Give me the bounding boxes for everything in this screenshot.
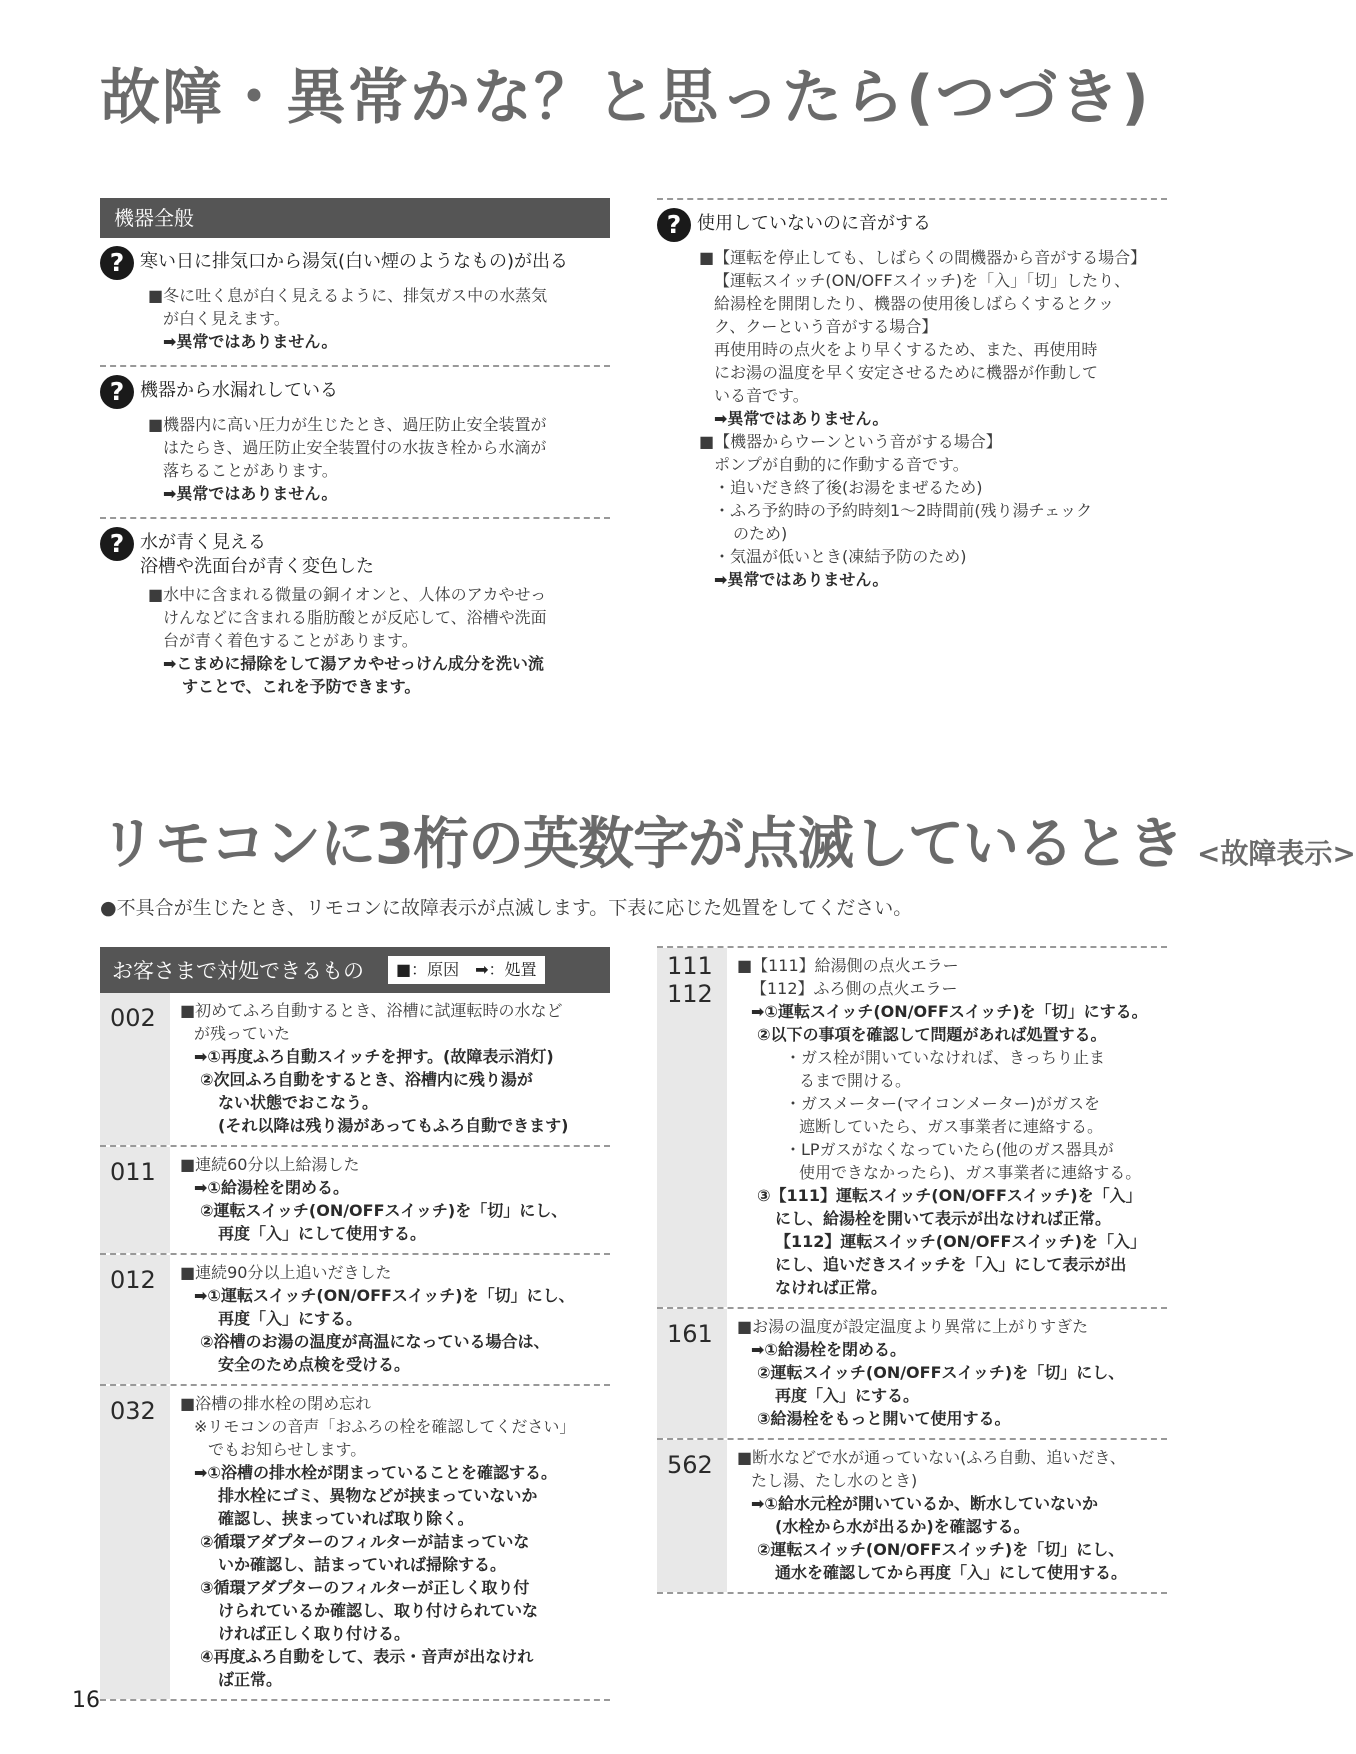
error-code: 032 — [100, 1386, 170, 1699]
answer-text: ・追いだき終了後(お湯をまぜるため) — [714, 478, 983, 497]
error-action: いか確認し、詰まっていれば掃除する。 — [218, 1555, 507, 1574]
answer-text: はたらき、過圧防止安全装置付の水抜き栓から水滴が — [163, 438, 547, 457]
error-action: ➡①給湯栓を閉める。 — [194, 1178, 349, 1197]
answer-text: が白く見えます。 — [163, 309, 290, 328]
question-item — [100, 367, 610, 519]
answer-result: すことで、これを予防できます。 — [182, 677, 421, 696]
answer-result: ➡異常ではありません。 — [163, 484, 338, 503]
error-action: にし、給湯栓を開いて表示が出なければ正常。 — [775, 1209, 1112, 1228]
answer-text: ■【運転を停止しても、しばらくの間機器から音がする場合】 — [699, 248, 1147, 267]
error-cause: 【112】ふろ側の点火エラー — [751, 979, 958, 998]
error-code: 562 — [657, 1440, 727, 1592]
question-item — [657, 198, 1167, 603]
error-action: ④再度ふろ自動をして、表示・音声が出なけれ — [200, 1647, 534, 1666]
error-row — [657, 1309, 1167, 1440]
error-row — [100, 1255, 610, 1386]
error-detail: ・ガス栓が開いていなければ、きっちり止ま — [785, 1048, 1106, 1067]
answer-text: ■冬に吐く息が白く見えるように、排気ガス中の水蒸気 — [148, 286, 548, 305]
answer-text: 台が青く着色することがあります。 — [163, 631, 418, 650]
answer-text: ・ふろ予約時の予約時刻1〜2時間前(残り湯チェック — [714, 501, 1093, 520]
error-action: ③給湯栓をもっと開いて使用する。 — [757, 1409, 1011, 1428]
answer-result: ➡異常ではありません。 — [714, 409, 889, 428]
error-detail: 使用できなかったら)、ガス事業者に連絡する。 — [799, 1163, 1142, 1182]
question-mark-icon: ? — [100, 246, 134, 280]
error-row — [100, 993, 610, 1147]
page-title: 故障・異常かな？と思ったら(つづき) — [100, 63, 1151, 133]
answer-text: ■機器内に高い圧力が生じたとき、過圧防止安全装置が — [148, 415, 547, 434]
error-action: ②運転スイッチ(ON/OFFスイッチ)を「切」にし、 — [200, 1201, 568, 1220]
error-note: でもお知らせします。 — [208, 1440, 367, 1459]
error-table-header — [100, 947, 610, 993]
question-title: 使用していないのに音がする — [697, 213, 931, 234]
error-action: ②浴槽のお湯の温度が高温になっている場合は、 — [200, 1332, 550, 1351]
answer-text: 給湯栓を開閉したり、機器の使用後しばらくするとクッ — [714, 294, 1115, 313]
answer-text: 落ちることがあります。 — [163, 461, 338, 480]
question-item — [100, 238, 610, 367]
answer-text: のため) — [733, 524, 788, 543]
error-action: ②次回ふろ自動をするとき、浴槽内に残り湯が — [200, 1070, 533, 1089]
answer-text: にお湯の温度を早く安定させるために機器が作動して — [714, 363, 1099, 382]
answer-text: いる音です。 — [714, 386, 809, 405]
legend-badge: ■：原因 ➡：処置 — [388, 956, 545, 984]
error-code: 161 — [657, 1309, 727, 1438]
error-code: 002 — [100, 993, 170, 1145]
error-action: ば正常。 — [218, 1670, 283, 1689]
error-action: ②運転スイッチ(ON/OFFスイッチ)を「切」にし、 — [757, 1540, 1125, 1559]
section-header-general: 機器全般 — [100, 198, 610, 238]
error-action: ➡①給水元栓が開いているか、断水していないか — [751, 1494, 1098, 1513]
error-row — [100, 1386, 610, 1701]
error-action: ➡①運転スイッチ(ON/OFFスイッチ)を「切」にし、 — [194, 1286, 575, 1305]
question-mark-icon: ? — [100, 375, 134, 409]
error-action: ➡①浴槽の排水栓が閉まっていることを確認する。 — [194, 1463, 557, 1482]
error-action: 安全のため点検を受ける。 — [218, 1355, 411, 1374]
question-title: 浴槽や洗面台が青く変色した — [140, 556, 374, 577]
answer-result: ➡異常ではありません。 — [714, 570, 889, 589]
error-detail: るまで開ける。 — [799, 1071, 912, 1090]
error-action: 再度「入」にする。 — [218, 1309, 363, 1328]
answer-text: ポンプが自動的に作動する音です。 — [714, 455, 969, 474]
error-action: ➡①給湯栓を閉める。 — [751, 1340, 906, 1359]
error-code: 111 — [667, 952, 713, 980]
error-action: ②以下の事項を確認して問題があれば処置する。 — [757, 1025, 1107, 1044]
question-title: 水が青く見える — [140, 532, 266, 553]
error-action: にし、追いだきスイッチを「入」にして表示が出 — [775, 1255, 1127, 1274]
error-action: 確認し、挟まっていれば取り除く。 — [218, 1509, 474, 1528]
question-mark-icon: ? — [657, 208, 691, 242]
answer-text: ク、クーという音がする場合】 — [714, 317, 938, 336]
error-cause: ■初めてふろ自動するとき、浴槽に試運転時の水など — [180, 1001, 563, 1020]
error-action: ➡①運転スイッチ(ON/OFFスイッチ)を「切」にする。 — [751, 1002, 1148, 1021]
error-action: (それ以降は残り湯があってもふろ自動できます) — [218, 1116, 569, 1135]
error-section-intro: ●不具合が生じたとき、リモコンに故障表示が点滅します。下表に応じた処置をしてください。 — [100, 897, 913, 919]
error-action: ➡①再度ふろ自動スイッチを押す。(故障表示消灯) — [194, 1047, 554, 1066]
error-cause: が残っていた — [194, 1024, 291, 1043]
error-action: ③循環アダプターのフィルターが正しく取り付 — [200, 1578, 530, 1597]
error-note: ※リモコンの音声「おふろの栓を確認してください」 — [194, 1417, 576, 1436]
error-row — [100, 1147, 610, 1255]
answer-text: ・気温が低いとき(凍結予防のため) — [714, 547, 967, 566]
error-cause: ■連続90分以上追いだきした — [180, 1263, 392, 1282]
page-number: 16 — [72, 1688, 100, 1713]
question-mark-icon: ? — [100, 527, 134, 561]
error-cause: ■断水などで水が通っていない(ふろ自動、追いだき、 — [737, 1448, 1126, 1467]
error-table-title: お客さまで対処できるもの — [112, 959, 364, 983]
answer-text: ■水中に含まれる微量の銅イオンと、人体のアカやせっ — [148, 585, 547, 604]
error-detail: ・ガスメーター(マイコンメーター)がガスを — [785, 1094, 1101, 1113]
error-cause: ■お湯の温度が設定温度より異常に上がりすぎた — [737, 1317, 1089, 1336]
error-action: 通水を確認してから再度「入」にして使用する。 — [775, 1563, 1128, 1582]
error-action: 再度「入」にする。 — [775, 1386, 920, 1405]
error-row — [657, 948, 1167, 1309]
error-detail: 遮断していたら、ガス事業者に連絡する。 — [799, 1117, 1104, 1136]
answer-text: 【運転スイッチ(ON/OFFスイッチ)を「入」「切」したり、 — [714, 271, 1131, 290]
answer-text: 再使用時の点火をより早くするため、また、再使用時 — [714, 340, 1098, 359]
question-title: 機器から水漏れしている — [140, 380, 338, 401]
error-action: ②運転スイッチ(ON/OFFスイッチ)を「切」にし、 — [757, 1363, 1125, 1382]
error-action: ければ正しく取り付ける。 — [218, 1624, 411, 1643]
error-section-title — [100, 800, 1356, 880]
answer-text: けんなどに含まれる脂肪酸とが反応して、浴槽や洗面 — [163, 608, 547, 627]
error-cause: たし湯、たし水のとき) — [751, 1471, 918, 1490]
general-right-column — [657, 198, 1167, 603]
error-cause: ■浴槽の排水栓の閉め忘れ — [180, 1394, 372, 1413]
error-action: ②循環アダプターのフィルターが詰まっていな — [200, 1532, 530, 1551]
error-table-right — [657, 946, 1167, 1594]
error-action: ③【111】運転スイッチ(ON/OFFスイッチ)を「入」 — [757, 1186, 1142, 1205]
answer-result: ➡異常ではありません。 — [163, 332, 338, 351]
error-code: 011 — [100, 1147, 170, 1253]
error-action: なければ正常。 — [775, 1278, 888, 1297]
error-table-left — [100, 947, 610, 1701]
error-section-title-sub: <故障表示> — [1196, 837, 1356, 870]
error-code: 112 — [667, 980, 713, 1008]
question-title: 寒い日に排気口から湯気(白い煙のようなもの)が出る — [140, 251, 569, 272]
error-action: ない状態でおこなう。 — [218, 1093, 379, 1112]
error-cause: ■【111】給湯側の点火エラー — [737, 956, 959, 975]
error-row — [657, 1440, 1167, 1594]
question-item — [100, 519, 610, 710]
error-section-title-main: リモコンに3桁の英数字が点滅しているとき — [100, 812, 1183, 877]
general-left-column — [100, 198, 610, 710]
error-cause: ■連続60分以上給湯した — [180, 1155, 360, 1174]
answer-text: ■【機器からウーンという音がする場合】 — [699, 432, 1002, 451]
answer-result: ➡こまめに掃除をして湯アカやせっけん成分を洗い流 — [163, 654, 544, 673]
error-code: 012 — [100, 1255, 170, 1384]
error-action: 排水栓にゴミ、異物などが挟まっていないか — [218, 1486, 538, 1505]
error-action: (水栓から水が出るか)を確認する。 — [775, 1517, 1030, 1536]
error-action: 再度「入」にして使用する。 — [218, 1224, 427, 1243]
error-action: けられているか確認し、取り付けられていな — [218, 1601, 539, 1620]
error-action: 【112】運転スイッチ(ON/OFFスイッチ)を「入」 — [775, 1232, 1147, 1251]
error-detail: ・LPガスがなくなっていたら(他のガス器具が — [785, 1140, 1114, 1159]
